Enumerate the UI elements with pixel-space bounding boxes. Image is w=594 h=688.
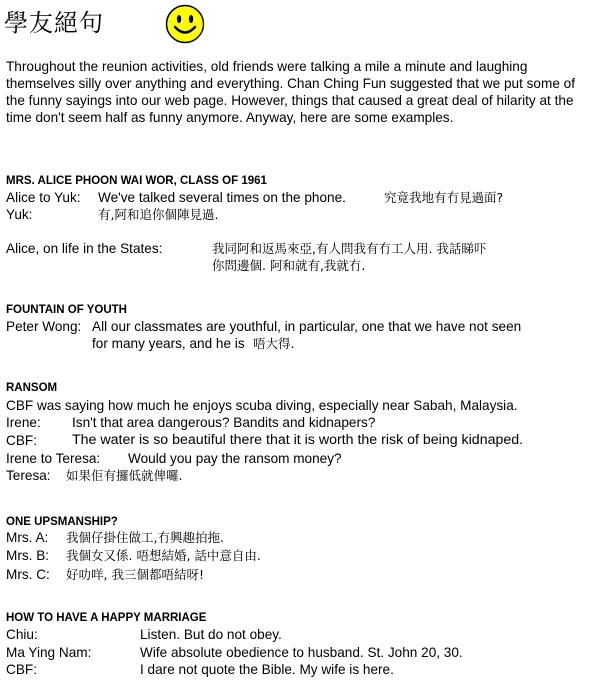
speaker-label: Irene: (6, 415, 41, 430)
smiley-face-icon (165, 4, 205, 44)
speaker-label: Yuk: (6, 207, 33, 222)
line-text-chinese: 我個女又係. 唔想結婚, 話中意自由. (66, 548, 261, 563)
line-text-chinese: 有,阿和追你個陣見過. (98, 207, 219, 222)
speaker-label: CBF: (6, 662, 37, 677)
section-heading-marriage: HOW TO HAVE A HAPPY MARRIAGE (6, 612, 207, 624)
speaker-label: CBF: (6, 433, 37, 448)
speaker-label: Mrs. A: (6, 530, 49, 545)
speaker-label: Mrs. B: (6, 548, 50, 563)
line-text: We've talked several times on the phone. (98, 190, 346, 205)
line-text: I dare not quote the Bible. My wife is here. (140, 662, 394, 677)
line-text-chinese: 唔大得. (253, 336, 295, 351)
line-text-chinese: 如果佢有攞低就俾囉. (66, 468, 183, 483)
line-text-chinese: 究竟我地有冇見過面? (384, 190, 504, 205)
line-text: Wife absolute obedience to husband. St. John 20, 30. (140, 645, 463, 660)
section-heading-alice: MRS. ALICE PHOON WAI WOR, CLASS OF 1961 (6, 175, 267, 187)
narration-line: CBF was saying how much he enjoys scuba diving, especially near Sabah, Malaysia. (6, 398, 518, 413)
line-text: for many years, and he is (92, 336, 245, 351)
line-text-chinese: 我個仔掛住做工,冇興趣拍拖. (66, 530, 224, 545)
line-text: Would you pay the ransom money? (128, 451, 342, 466)
line-text: The water is so beautiful there that it is worth the risk of being kidnaped. (72, 432, 524, 448)
section-heading-upsmanship: ONE UPSMANSHIP? (6, 516, 118, 528)
speaker-label: Peter Wong: (6, 319, 82, 334)
line-text: Listen. But do not obey. (140, 627, 282, 642)
section-heading-youth: FOUNTAIN OF YOUTH (6, 304, 127, 316)
line-text: Isn't that area dangerous? Bandits and kidnapers? (72, 415, 376, 430)
speaker-label: Teresa: (6, 468, 51, 483)
speaker-label: Alice to Yuk: (6, 190, 81, 205)
speaker-label: Chiu: (6, 627, 38, 642)
intro-paragraph: Throughout the reunion activities, old friends were talking a mile a minute and laughing themselves silly over anything and everything. Chan Ching Fun suggested that we put some of the funny sayings into our web page. However, things that caused a great deal of hilarity at the time don't seem half as funny anymore. Anyway, here are some examples. (6, 59, 575, 125)
line-text-chinese: 好叻咩, 我三個都唔結呀! (66, 567, 204, 582)
speaker-label: Alice, on life in the States: (6, 241, 163, 256)
speaker-label: Irene to Teresa: (6, 451, 101, 466)
page-title: 學友絕句 (4, 9, 104, 37)
line-text-chinese: 我同阿和返馬來亞,有人問我有冇工人用. 我話睇吓 (212, 241, 487, 256)
speaker-label: Ma Ying Nam: (6, 645, 92, 660)
line-text-chinese: 你問邊個. 阿和就有,我就冇. (212, 258, 366, 273)
section-heading-ransom: RANSOM (6, 382, 58, 394)
line-text: All our classmates are youthful, in particular, one that we have not seen (92, 319, 522, 334)
speaker-label: Mrs. C: (6, 567, 50, 582)
